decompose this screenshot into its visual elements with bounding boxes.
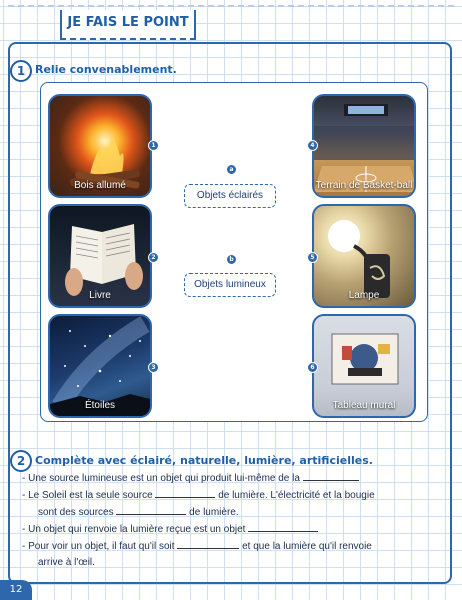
fill-line-3 <box>38 506 239 518</box>
line-4-text: - Un objet qui renvoie la lumière reçue est un objet <box>22 524 246 535</box>
line-3-text: sont des sources <box>38 507 114 518</box>
page-number: 12 <box>0 580 32 600</box>
photo-painting <box>312 314 416 418</box>
blank-2[interactable] <box>155 489 215 498</box>
line-5-text-after: et que la lumière qu'il renvoie <box>242 541 372 552</box>
fill-line-4 <box>22 523 318 535</box>
blank-1[interactable] <box>303 472 359 481</box>
photo-stars <box>48 314 152 418</box>
line-3-text-after: de lumière. <box>189 507 239 518</box>
question-1-instruction: Relie convenablement. <box>35 63 177 76</box>
top-dashed-rule <box>8 5 454 7</box>
question-2-instruction: Complète avec éclairé, naturelle, lumière, artificielles. <box>35 454 373 467</box>
line-2-text-after: de lumière. L'électricité et la bougie <box>218 490 375 501</box>
photo-book <box>48 204 152 308</box>
question-1-number: 1 <box>10 60 32 82</box>
line-1-text: - Une source lumineuse est un objet qui produit lui-même de la <box>22 473 300 484</box>
label-objets-eclaires: Objets éclairés <box>184 184 276 208</box>
dot-5[interactable]: 5 <box>307 252 318 263</box>
question-2-number: 2 <box>10 450 32 472</box>
photo-basketball-court <box>312 94 416 198</box>
blank-4[interactable] <box>248 523 318 532</box>
section-title: JE FAIS LE POINT <box>60 10 196 40</box>
label-objets-lumineux: Objets lumineux <box>184 273 276 297</box>
caption-lamp: Lampe <box>348 290 380 301</box>
line-5-text: - Pour voir un objet, il faut qu'il soit <box>22 541 175 552</box>
blank-3[interactable] <box>116 506 186 515</box>
caption-book: Livre <box>89 290 111 301</box>
fill-line-2 <box>22 489 375 501</box>
dot-1[interactable]: 1 <box>148 140 159 151</box>
dot-2[interactable]: 2 <box>148 252 159 263</box>
caption-stars: Étoiles <box>84 400 115 411</box>
line-6-text: arrive à l'œil. <box>38 557 95 568</box>
photo-fire <box>48 94 152 198</box>
photo-lamp <box>312 204 416 308</box>
caption-court: Terrain de Basket-ball <box>315 180 413 191</box>
line-2-text: - Le Soleil est la seule source <box>22 490 153 501</box>
dot-3[interactable]: 3 <box>148 362 159 373</box>
dot-4[interactable]: 4 <box>307 140 318 151</box>
caption-fire: Bois allumé <box>74 180 126 191</box>
fill-line-6 <box>38 557 95 568</box>
fill-line-5 <box>22 540 372 552</box>
dot-6[interactable]: 6 <box>307 362 318 373</box>
dot-a[interactable]: a <box>226 164 237 175</box>
blank-5[interactable] <box>177 540 239 549</box>
caption-painting: Tableau mural <box>332 400 396 411</box>
dot-b[interactable]: b <box>226 254 237 265</box>
fill-line-1 <box>22 472 359 484</box>
